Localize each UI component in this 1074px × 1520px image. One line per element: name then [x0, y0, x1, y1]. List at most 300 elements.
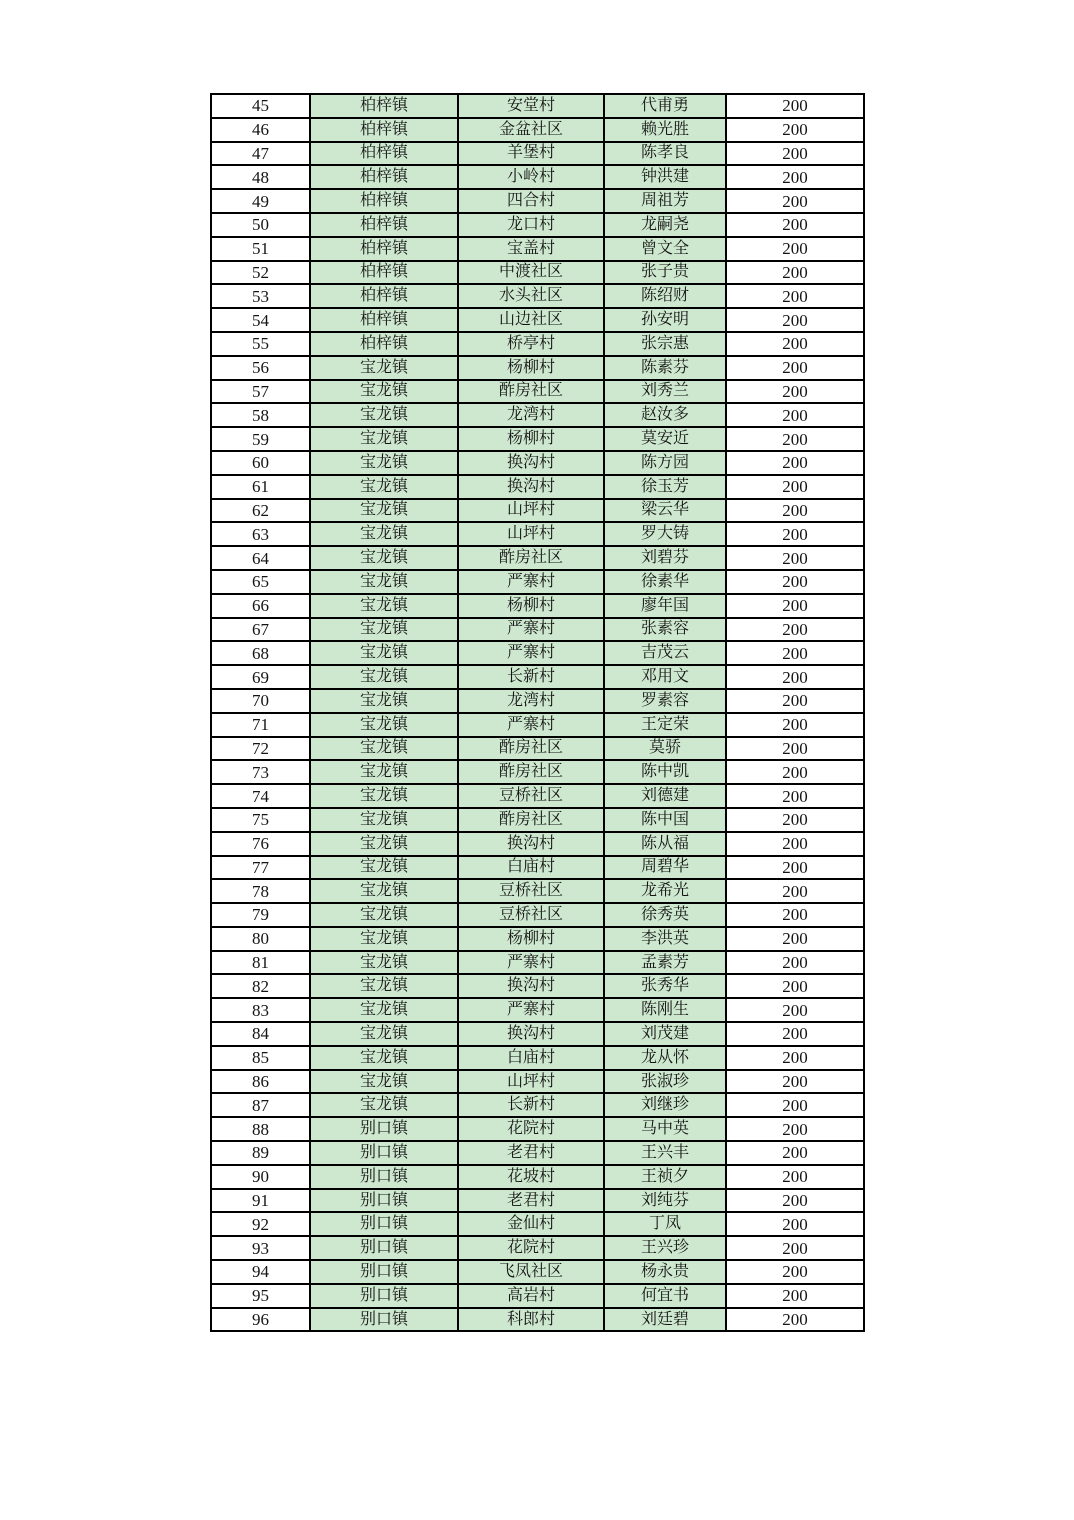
- cell-seq: 90: [211, 1165, 310, 1189]
- cell-name: 罗素容: [604, 689, 726, 713]
- cell-name: 刘茂建: [604, 1022, 726, 1046]
- cell-name: 陈中凯: [604, 760, 726, 784]
- table-row: [211, 1212, 864, 1236]
- table-row: [211, 308, 864, 332]
- cell-amount: 200: [726, 475, 864, 499]
- cell-amount: 200: [726, 451, 864, 475]
- table-row: [211, 261, 864, 285]
- cell-amount: 200: [726, 1284, 864, 1308]
- table-row: [211, 951, 864, 975]
- cell-seq: 78: [211, 879, 310, 903]
- cell-village: 羊堡村: [458, 142, 604, 166]
- cell-town: 别口镇: [310, 1284, 458, 1308]
- cell-village: 换沟村: [458, 1022, 604, 1046]
- cell-village: 换沟村: [458, 451, 604, 475]
- cell-village: 飞凤社区: [458, 1260, 604, 1284]
- cell-village: 杨柳村: [458, 427, 604, 451]
- table-row: [211, 403, 864, 427]
- cell-name: 孟素芳: [604, 951, 726, 975]
- cell-village: 杨柳村: [458, 927, 604, 951]
- cell-name: 周祖芳: [604, 189, 726, 213]
- cell-seq: 83: [211, 998, 310, 1022]
- table-row: [211, 546, 864, 570]
- cell-village: 酢房社区: [458, 760, 604, 784]
- cell-name: 陈素芬: [604, 356, 726, 380]
- cell-village: 水头社区: [458, 284, 604, 308]
- cell-name: 刘碧芬: [604, 546, 726, 570]
- cell-amount: 200: [726, 1117, 864, 1141]
- cell-town: 宝龙镇: [310, 499, 458, 523]
- cell-village: 严寨村: [458, 641, 604, 665]
- table-row: [211, 594, 864, 618]
- cell-name: 莫骄: [604, 737, 726, 761]
- cell-village: 桥亭村: [458, 332, 604, 356]
- cell-name: 刘纯芬: [604, 1189, 726, 1213]
- cell-town: 宝龙镇: [310, 641, 458, 665]
- cell-town: 宝龙镇: [310, 570, 458, 594]
- cell-village: 金仙村: [458, 1212, 604, 1236]
- cell-amount: 200: [726, 499, 864, 523]
- cell-town: 宝龙镇: [310, 380, 458, 404]
- cell-amount: 200: [726, 237, 864, 261]
- table-row: [211, 1260, 864, 1284]
- cell-amount: 200: [726, 594, 864, 618]
- cell-amount: 200: [726, 165, 864, 189]
- cell-town: 柏梓镇: [310, 213, 458, 237]
- cell-village: 酢房社区: [458, 546, 604, 570]
- cell-name: 张宗惠: [604, 332, 726, 356]
- cell-town: 宝龙镇: [310, 927, 458, 951]
- cell-seq: 52: [211, 261, 310, 285]
- cell-village: 换沟村: [458, 475, 604, 499]
- cell-seq: 65: [211, 570, 310, 594]
- table-row: [211, 1284, 864, 1308]
- table-row: [211, 998, 864, 1022]
- cell-town: 宝龙镇: [310, 522, 458, 546]
- cell-seq: 73: [211, 760, 310, 784]
- cell-amount: 200: [726, 998, 864, 1022]
- cell-seq: 60: [211, 451, 310, 475]
- cell-amount: 200: [726, 808, 864, 832]
- cell-village: 山坪村: [458, 522, 604, 546]
- cell-name: 徐素华: [604, 570, 726, 594]
- cell-name: 刘继珍: [604, 1093, 726, 1117]
- cell-town: 别口镇: [310, 1165, 458, 1189]
- cell-town: 柏梓镇: [310, 261, 458, 285]
- table-row: [211, 427, 864, 451]
- cell-seq: 66: [211, 594, 310, 618]
- cell-name: 刘德建: [604, 784, 726, 808]
- cell-amount: 200: [726, 522, 864, 546]
- cell-village: 龙湾村: [458, 689, 604, 713]
- table-row: [211, 213, 864, 237]
- cell-name: 马中英: [604, 1117, 726, 1141]
- cell-village: 老君村: [458, 1141, 604, 1165]
- cell-amount: 200: [726, 427, 864, 451]
- cell-town: 宝龙镇: [310, 475, 458, 499]
- cell-name: 龙嗣尧: [604, 213, 726, 237]
- cell-town: 宝龙镇: [310, 356, 458, 380]
- cell-seq: 67: [211, 618, 310, 642]
- table-row: [211, 1046, 864, 1070]
- cell-amount: 200: [726, 856, 864, 880]
- cell-village: 高岩村: [458, 1284, 604, 1308]
- cell-seq: 70: [211, 689, 310, 713]
- cell-seq: 89: [211, 1141, 310, 1165]
- cell-amount: 200: [726, 1093, 864, 1117]
- cell-town: 宝龙镇: [310, 951, 458, 975]
- table-row: [211, 237, 864, 261]
- cell-village: 酢房社区: [458, 808, 604, 832]
- cell-name: 廖年国: [604, 594, 726, 618]
- table-row: [211, 499, 864, 523]
- cell-village: 杨柳村: [458, 356, 604, 380]
- cell-town: 柏梓镇: [310, 142, 458, 166]
- cell-seq: 48: [211, 165, 310, 189]
- cell-amount: 200: [726, 1308, 864, 1332]
- cell-amount: 200: [726, 641, 864, 665]
- cell-amount: 200: [726, 974, 864, 998]
- cell-village: 白庙村: [458, 856, 604, 880]
- cell-seq: 59: [211, 427, 310, 451]
- cell-town: 宝龙镇: [310, 832, 458, 856]
- cell-town: 宝龙镇: [310, 427, 458, 451]
- table-row: [211, 332, 864, 356]
- cell-amount: 200: [726, 1141, 864, 1165]
- cell-name: 王兴珍: [604, 1236, 726, 1260]
- cell-name: 龙希光: [604, 879, 726, 903]
- cell-amount: 200: [726, 284, 864, 308]
- cell-town: 宝龙镇: [310, 808, 458, 832]
- subsidy-roster-table: [210, 93, 865, 1332]
- cell-village: 花院村: [458, 1236, 604, 1260]
- cell-town: 宝龙镇: [310, 689, 458, 713]
- cell-name: 张淑珍: [604, 1070, 726, 1094]
- table-row: [211, 1189, 864, 1213]
- cell-village: 花坡村: [458, 1165, 604, 1189]
- cell-seq: 47: [211, 142, 310, 166]
- cell-village: 金盆社区: [458, 118, 604, 142]
- cell-name: 陈从福: [604, 832, 726, 856]
- cell-amount: 200: [726, 737, 864, 761]
- cell-town: 柏梓镇: [310, 94, 458, 118]
- table-row: [211, 570, 864, 594]
- table-row: [211, 808, 864, 832]
- cell-amount: 200: [726, 665, 864, 689]
- cell-amount: 200: [726, 760, 864, 784]
- table-row: [211, 832, 864, 856]
- cell-seq: 71: [211, 713, 310, 737]
- cell-seq: 62: [211, 499, 310, 523]
- table-row: [211, 879, 864, 903]
- cell-amount: 200: [726, 189, 864, 213]
- cell-name: 张子贵: [604, 261, 726, 285]
- cell-name: 吉茂云: [604, 641, 726, 665]
- table-row: [211, 618, 864, 642]
- table-row: [211, 1117, 864, 1141]
- cell-seq: 51: [211, 237, 310, 261]
- cell-village: 豆桥社区: [458, 903, 604, 927]
- cell-amount: 200: [726, 380, 864, 404]
- cell-amount: 200: [726, 618, 864, 642]
- cell-seq: 79: [211, 903, 310, 927]
- cell-village: 中渡社区: [458, 261, 604, 285]
- cell-seq: 49: [211, 189, 310, 213]
- cell-name: 王祯夕: [604, 1165, 726, 1189]
- table-row: [211, 689, 864, 713]
- cell-amount: 200: [726, 713, 864, 737]
- cell-town: 别口镇: [310, 1212, 458, 1236]
- cell-name: 代甫勇: [604, 94, 726, 118]
- cell-village: 四合村: [458, 189, 604, 213]
- cell-name: 刘廷碧: [604, 1308, 726, 1332]
- cell-amount: 200: [726, 213, 864, 237]
- cell-name: 张秀华: [604, 974, 726, 998]
- cell-seq: 94: [211, 1260, 310, 1284]
- table-row: [211, 142, 864, 166]
- cell-village: 豆桥社区: [458, 879, 604, 903]
- cell-amount: 200: [726, 332, 864, 356]
- table-row: [211, 641, 864, 665]
- cell-town: 柏梓镇: [310, 284, 458, 308]
- cell-amount: 200: [726, 951, 864, 975]
- cell-seq: 85: [211, 1046, 310, 1070]
- cell-town: 别口镇: [310, 1260, 458, 1284]
- cell-seq: 57: [211, 380, 310, 404]
- cell-name: 曾文全: [604, 237, 726, 261]
- table-row: [211, 165, 864, 189]
- table-row: [211, 760, 864, 784]
- cell-amount: 200: [726, 1022, 864, 1046]
- table-row: [211, 713, 864, 737]
- cell-amount: 200: [726, 879, 864, 903]
- table-row: [211, 1308, 864, 1332]
- table-row: [211, 356, 864, 380]
- cell-seq: 74: [211, 784, 310, 808]
- cell-seq: 81: [211, 951, 310, 975]
- cell-amount: 200: [726, 570, 864, 594]
- cell-name: 莫安近: [604, 427, 726, 451]
- cell-seq: 80: [211, 927, 310, 951]
- cell-village: 长新村: [458, 1093, 604, 1117]
- cell-village: 豆桥社区: [458, 784, 604, 808]
- cell-seq: 93: [211, 1236, 310, 1260]
- table-row: [211, 1070, 864, 1094]
- cell-name: 罗大铸: [604, 522, 726, 546]
- cell-amount: 200: [726, 1189, 864, 1213]
- cell-village: 山边社区: [458, 308, 604, 332]
- cell-name: 徐玉芳: [604, 475, 726, 499]
- table-row: [211, 1236, 864, 1260]
- cell-seq: 54: [211, 308, 310, 332]
- cell-amount: 200: [726, 689, 864, 713]
- cell-amount: 200: [726, 903, 864, 927]
- cell-village: 酢房社区: [458, 737, 604, 761]
- cell-name: 徐秀英: [604, 903, 726, 927]
- cell-seq: 64: [211, 546, 310, 570]
- cell-amount: 200: [726, 1260, 864, 1284]
- cell-amount: 200: [726, 1046, 864, 1070]
- cell-name: 李洪英: [604, 927, 726, 951]
- cell-amount: 200: [726, 308, 864, 332]
- cell-town: 宝龙镇: [310, 760, 458, 784]
- cell-town: 别口镇: [310, 1308, 458, 1332]
- cell-name: 丁凤: [604, 1212, 726, 1236]
- cell-name: 陈孝良: [604, 142, 726, 166]
- cell-town: 宝龙镇: [310, 665, 458, 689]
- cell-village: 花院村: [458, 1117, 604, 1141]
- cell-name: 陈绍财: [604, 284, 726, 308]
- cell-village: 龙湾村: [458, 403, 604, 427]
- cell-amount: 200: [726, 118, 864, 142]
- cell-town: 别口镇: [310, 1189, 458, 1213]
- cell-name: 梁云华: [604, 499, 726, 523]
- cell-town: 柏梓镇: [310, 118, 458, 142]
- cell-village: 老君村: [458, 1189, 604, 1213]
- cell-seq: 75: [211, 808, 310, 832]
- table-row: [211, 1093, 864, 1117]
- cell-name: 周碧华: [604, 856, 726, 880]
- cell-town: 宝龙镇: [310, 618, 458, 642]
- cell-seq: 45: [211, 94, 310, 118]
- cell-town: 宝龙镇: [310, 451, 458, 475]
- cell-town: 宝龙镇: [310, 737, 458, 761]
- cell-town: 宝龙镇: [310, 974, 458, 998]
- cell-village: 严寨村: [458, 998, 604, 1022]
- cell-name: 陈方园: [604, 451, 726, 475]
- cell-name: 张素容: [604, 618, 726, 642]
- cell-amount: 200: [726, 832, 864, 856]
- table-row: [211, 856, 864, 880]
- cell-village: 龙口村: [458, 213, 604, 237]
- cell-name: 王兴丰: [604, 1141, 726, 1165]
- cell-town: 宝龙镇: [310, 998, 458, 1022]
- cell-amount: 200: [726, 142, 864, 166]
- cell-village: 酢房社区: [458, 380, 604, 404]
- cell-town: 柏梓镇: [310, 165, 458, 189]
- cell-seq: 77: [211, 856, 310, 880]
- cell-town: 柏梓镇: [310, 189, 458, 213]
- cell-seq: 58: [211, 403, 310, 427]
- cell-name: 孙安明: [604, 308, 726, 332]
- cell-village: 小岭村: [458, 165, 604, 189]
- cell-amount: 200: [726, 784, 864, 808]
- cell-town: 宝龙镇: [310, 546, 458, 570]
- table-row: [211, 1165, 864, 1189]
- cell-village: 严寨村: [458, 713, 604, 737]
- table-row: [211, 737, 864, 761]
- cell-town: 别口镇: [310, 1236, 458, 1260]
- cell-village: 安堂村: [458, 94, 604, 118]
- cell-seq: 46: [211, 118, 310, 142]
- cell-amount: 200: [726, 1236, 864, 1260]
- table-row: [211, 284, 864, 308]
- cell-village: 杨柳村: [458, 594, 604, 618]
- cell-seq: 55: [211, 332, 310, 356]
- cell-town: 宝龙镇: [310, 856, 458, 880]
- cell-village: 换沟村: [458, 832, 604, 856]
- table-row: [211, 475, 864, 499]
- cell-town: 宝龙镇: [310, 1022, 458, 1046]
- cell-seq: 69: [211, 665, 310, 689]
- table-row: [211, 974, 864, 998]
- cell-village: 长新村: [458, 665, 604, 689]
- cell-seq: 92: [211, 1212, 310, 1236]
- cell-seq: 82: [211, 974, 310, 998]
- cell-town: 宝龙镇: [310, 403, 458, 427]
- cell-seq: 53: [211, 284, 310, 308]
- table-row: [211, 118, 864, 142]
- cell-seq: 88: [211, 1117, 310, 1141]
- table-row: [211, 1022, 864, 1046]
- cell-seq: 96: [211, 1308, 310, 1332]
- cell-town: 宝龙镇: [310, 879, 458, 903]
- cell-town: 柏梓镇: [310, 332, 458, 356]
- cell-village: 严寨村: [458, 951, 604, 975]
- cell-name: 钟洪建: [604, 165, 726, 189]
- table-row: [211, 189, 864, 213]
- table-row: [211, 927, 864, 951]
- cell-amount: 200: [726, 1070, 864, 1094]
- cell-village: 严寨村: [458, 570, 604, 594]
- cell-amount: 200: [726, 1212, 864, 1236]
- cell-town: 宝龙镇: [310, 903, 458, 927]
- table-row: [211, 451, 864, 475]
- cell-name: 龙从怀: [604, 1046, 726, 1070]
- table-row: [211, 1141, 864, 1165]
- cell-town: 宝龙镇: [310, 1070, 458, 1094]
- cell-amount: 200: [726, 94, 864, 118]
- cell-amount: 200: [726, 546, 864, 570]
- cell-seq: 50: [211, 213, 310, 237]
- cell-town: 别口镇: [310, 1141, 458, 1165]
- table-row: [211, 94, 864, 118]
- cell-village: 严寨村: [458, 618, 604, 642]
- cell-town: 宝龙镇: [310, 713, 458, 737]
- cell-seq: 87: [211, 1093, 310, 1117]
- cell-name: 何宜书: [604, 1284, 726, 1308]
- cell-village: 山坪村: [458, 499, 604, 523]
- cell-seq: 76: [211, 832, 310, 856]
- table-row: [211, 380, 864, 404]
- cell-seq: 86: [211, 1070, 310, 1094]
- cell-name: 赖光胜: [604, 118, 726, 142]
- table-row: [211, 665, 864, 689]
- cell-town: 柏梓镇: [310, 237, 458, 261]
- cell-village: 宝盖村: [458, 237, 604, 261]
- cell-town: 别口镇: [310, 1117, 458, 1141]
- cell-seq: 68: [211, 641, 310, 665]
- cell-seq: 56: [211, 356, 310, 380]
- cell-seq: 91: [211, 1189, 310, 1213]
- cell-village: 科郎村: [458, 1308, 604, 1332]
- cell-seq: 63: [211, 522, 310, 546]
- cell-seq: 95: [211, 1284, 310, 1308]
- cell-name: 杨永贵: [604, 1260, 726, 1284]
- cell-village: 白庙村: [458, 1046, 604, 1070]
- cell-village: 山坪村: [458, 1070, 604, 1094]
- table-row: [211, 784, 864, 808]
- cell-town: 宝龙镇: [310, 1046, 458, 1070]
- cell-town: 柏梓镇: [310, 308, 458, 332]
- table-row: [211, 522, 864, 546]
- table-row: [211, 903, 864, 927]
- cell-town: 宝龙镇: [310, 594, 458, 618]
- cell-name: 陈刚生: [604, 998, 726, 1022]
- cell-seq: 72: [211, 737, 310, 761]
- cell-name: 陈中国: [604, 808, 726, 832]
- cell-seq: 61: [211, 475, 310, 499]
